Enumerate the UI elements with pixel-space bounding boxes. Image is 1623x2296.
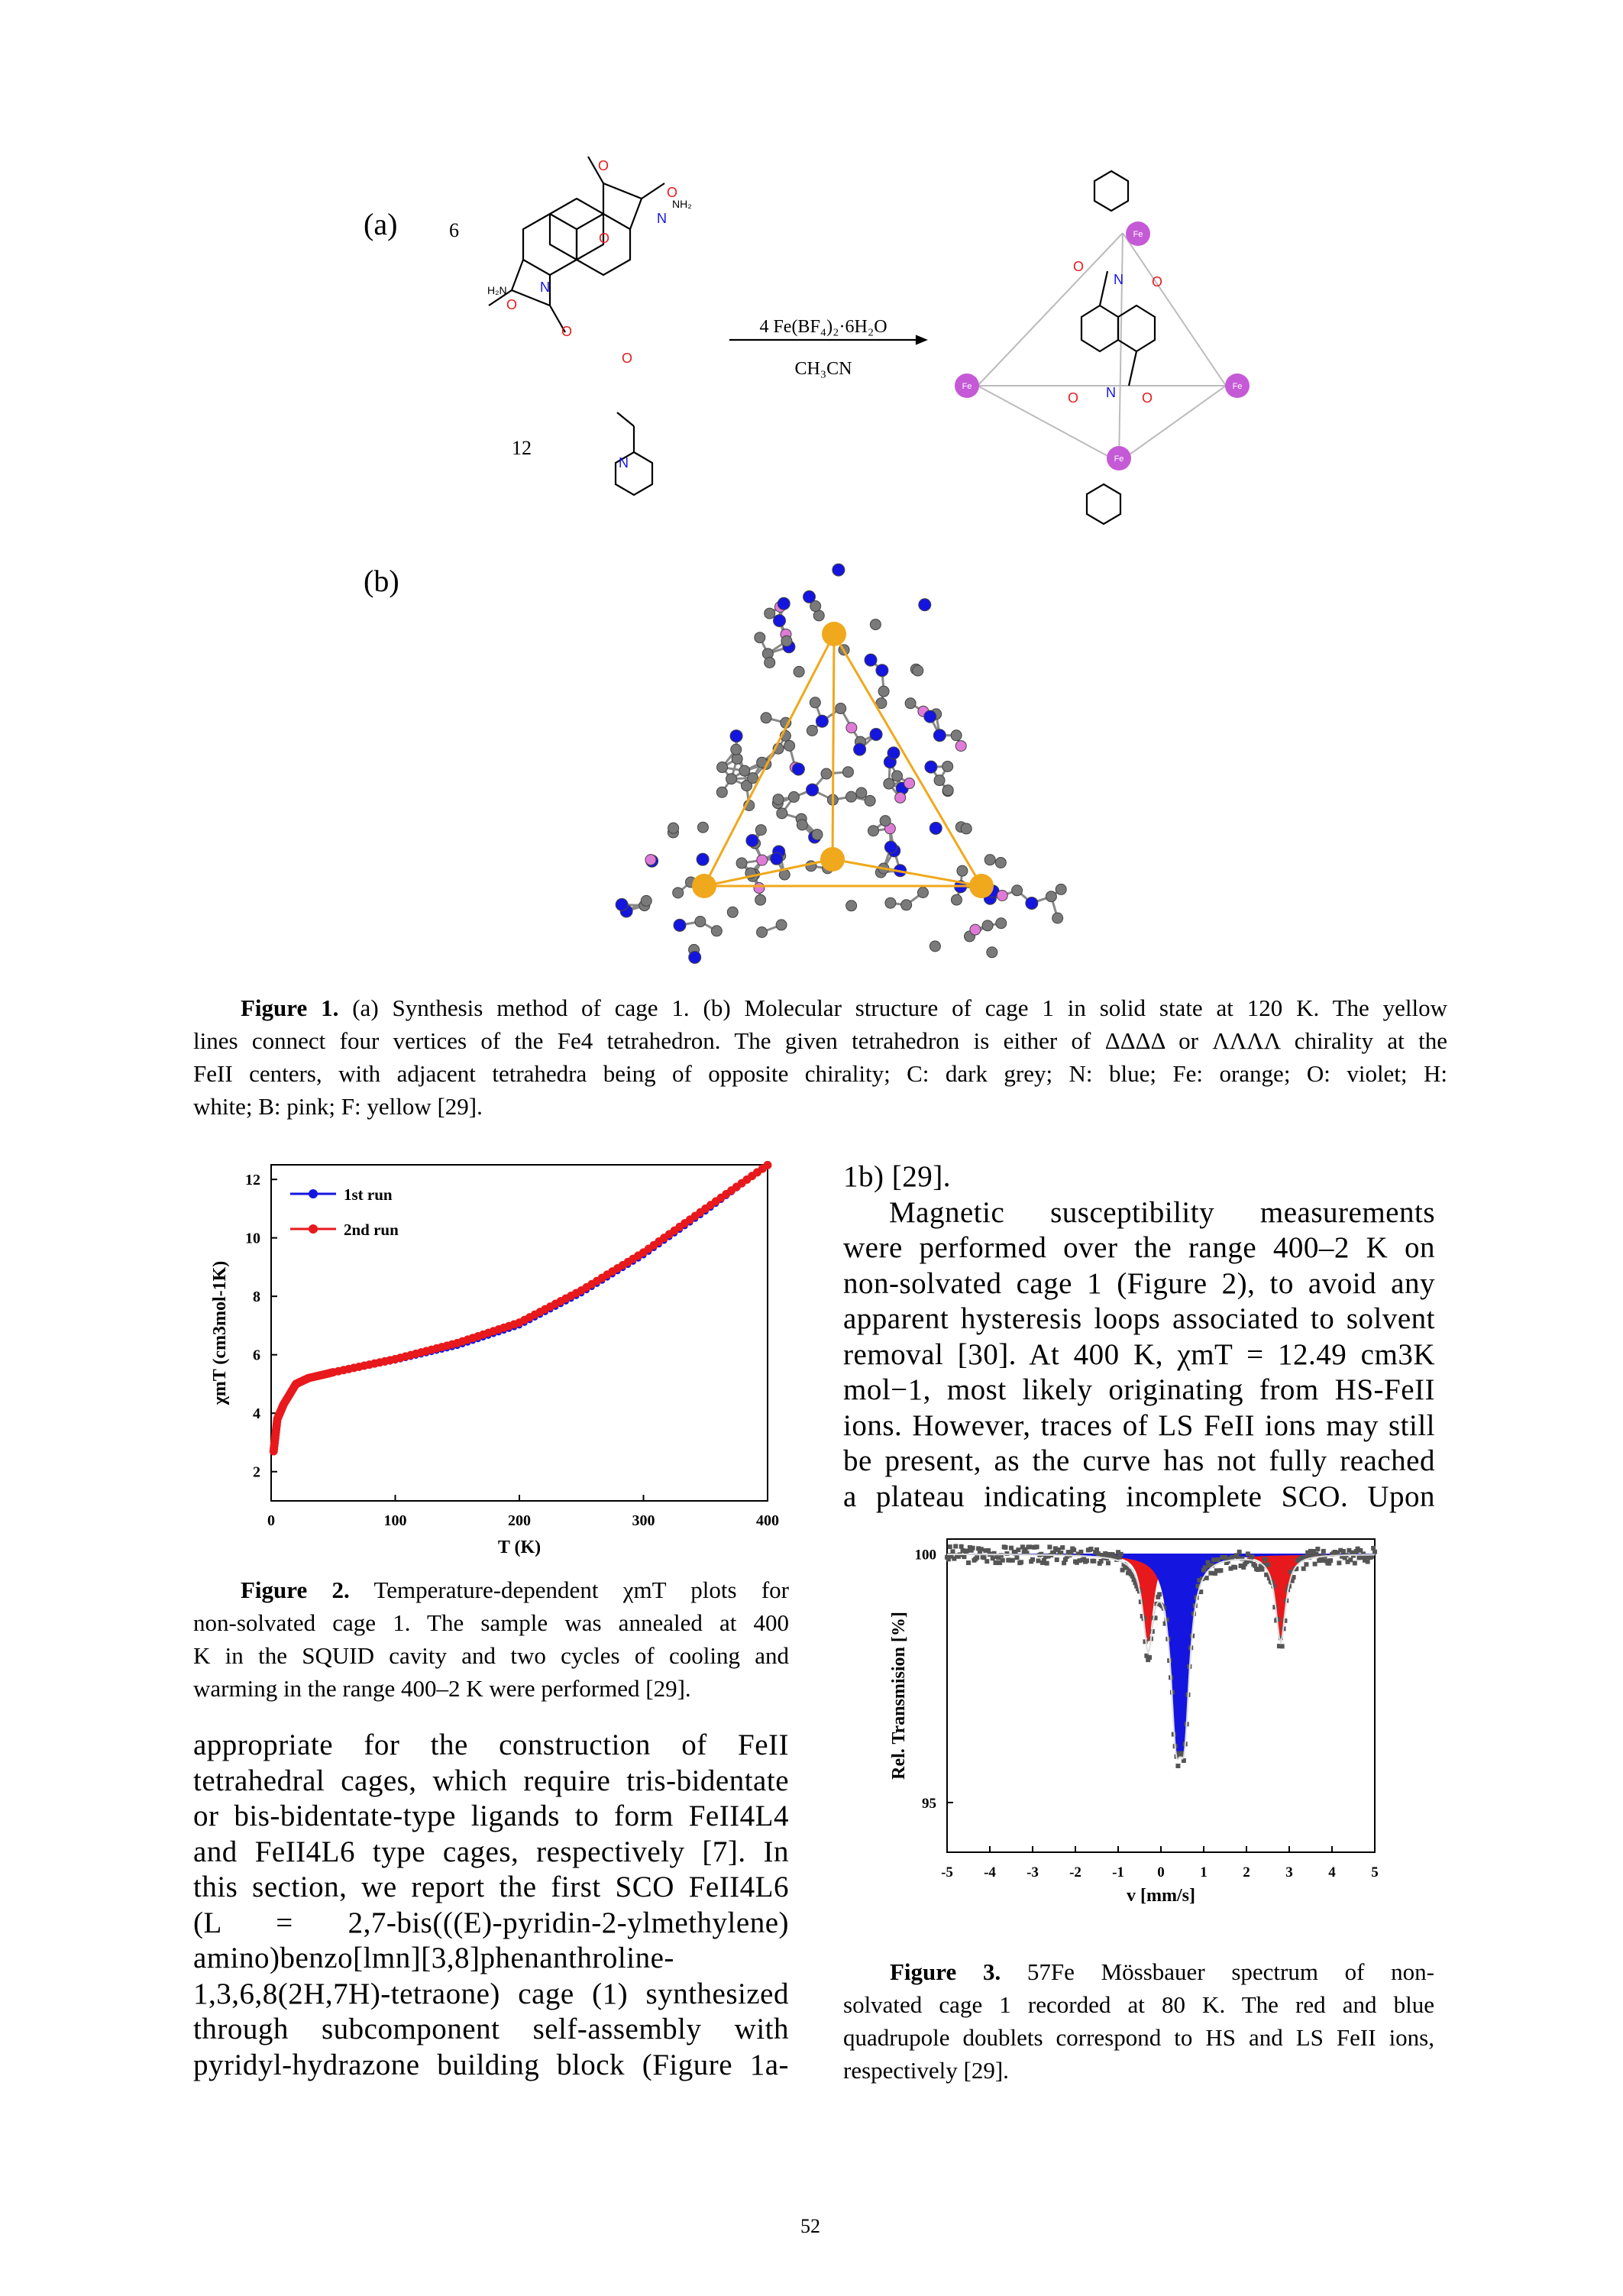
y-axis-label: Rel. Transmision [%] [889, 1612, 909, 1780]
data-point [1055, 1557, 1059, 1562]
fe-atom [820, 847, 845, 872]
figure2-caption-line1 [241, 1573, 789, 1606]
atom [746, 835, 758, 847]
atom [765, 657, 775, 668]
figure1-caption-line4: white; B: pink; F: yellow [29]. [193, 1093, 483, 1120]
fe-label: Fe [1133, 230, 1143, 239]
x-tick-label: 3 [1285, 1864, 1293, 1880]
data-point [1230, 1555, 1234, 1560]
data-point [979, 1547, 984, 1551]
data-point [1216, 1557, 1220, 1562]
molecular-structure-image [596, 550, 1100, 978]
data-point [1233, 1565, 1237, 1570]
atom [905, 698, 916, 709]
atom [717, 762, 728, 773]
figure2-caption-label: Figure 2. [241, 1576, 350, 1603]
atom [876, 665, 888, 677]
data-point [1175, 1764, 1180, 1768]
data-point [1320, 1558, 1324, 1563]
atom [933, 729, 946, 742]
left-column-text [193, 1728, 789, 2083]
x-tick-label: 4 [1328, 1864, 1336, 1880]
x-tick-label: 0 [267, 1512, 275, 1529]
atom [930, 941, 940, 952]
solvent-label: CH₃CN [794, 359, 852, 379]
series-line-2 [273, 1165, 768, 1451]
data-point [991, 1556, 995, 1560]
atom-h2n-label: H₂N [487, 284, 507, 296]
atom-n-label: N [1114, 272, 1123, 287]
atom [697, 853, 709, 865]
data-point [1047, 1544, 1052, 1549]
figure1-caption-line2: lines connect four vertices of the Fe4 tetrahedron. The given tetrahedron is either of ΔΔΔΔ or ΛΛΛΛ chirality at the [193, 1027, 1447, 1054]
atom [878, 686, 889, 697]
atom [868, 826, 878, 836]
atom [880, 816, 891, 826]
figure3-caption-line3: quadrupole doublets correspond to HS and LS FeII ions, [843, 2024, 1434, 2051]
reactant2-coefficient: 12 [512, 437, 532, 459]
atom-o-label: O [1073, 259, 1085, 274]
data-point [1094, 1547, 1099, 1552]
figure1-caption-line3: FeII centers, with adjacent tetrahedra being of opposite chirality; C: dark grey; N: blue; Fe: orange; O: violet; H: [193, 1060, 1447, 1087]
data-point [1353, 1561, 1357, 1566]
atom [961, 823, 972, 834]
data-point [948, 1544, 952, 1549]
x-tick-label: 100 [383, 1512, 407, 1529]
x-tick-label: -1 [1112, 1864, 1124, 1880]
reactant1-coefficient: 6 [449, 219, 459, 241]
data-point [959, 1544, 964, 1549]
data-point [1314, 1551, 1318, 1556]
data-point [1218, 1568, 1223, 1573]
atom [854, 743, 866, 755]
atom [792, 763, 804, 775]
fe-label: Fe [962, 382, 972, 391]
data-point [1321, 1549, 1326, 1554]
text-line: tetrahedral cages, which require tris-bidentate [193, 1764, 789, 1797]
atom [810, 697, 820, 708]
atom [942, 785, 953, 796]
atom [757, 855, 768, 865]
x-tick-label: -2 [1069, 1864, 1081, 1880]
atom [846, 901, 857, 911]
atom [673, 888, 684, 898]
data-point [1313, 1562, 1317, 1567]
atom [917, 888, 928, 898]
text-line: pyridyl-hydrazone building block (Figure 1a- [193, 2048, 789, 2081]
fe-atom [692, 874, 716, 898]
text-line: Magnetic susceptibility measurements [889, 1195, 1435, 1229]
atom [778, 597, 790, 610]
atom [736, 858, 747, 868]
data-point [1266, 1563, 1270, 1567]
atom [884, 778, 894, 789]
text-line: non-solvated cage 1 (Figure 2), to avoid any [843, 1266, 1435, 1300]
atom [996, 918, 1007, 929]
atom-o-label: O [1142, 390, 1153, 406]
atom [842, 767, 853, 778]
text-line: and FeII4L6 type cages, respectively [7]. In [193, 1835, 789, 1868]
atom [995, 857, 1006, 868]
data-point [1372, 1550, 1377, 1554]
text-line: removal [30]. At 400 K, χmT = 12.49 cm3K [843, 1337, 1435, 1371]
data-point [975, 1555, 979, 1560]
data-point [1341, 1549, 1346, 1554]
atom [727, 907, 738, 917]
x-tick-label: -3 [1026, 1864, 1039, 1880]
data-point [1016, 1547, 1020, 1552]
text-line: were performed over the range 400–2 K on [843, 1231, 1435, 1264]
figure1-caption-label: Figure 1. [241, 994, 339, 1021]
atom [697, 822, 708, 833]
data-point [1211, 1557, 1216, 1562]
doublet-ls [947, 1554, 1375, 1756]
text-line: 1b) [29]. [843, 1160, 951, 1193]
data-point [950, 1549, 955, 1554]
data-point [1009, 1546, 1014, 1551]
data-point [1035, 1544, 1039, 1549]
data-point [1078, 1550, 1083, 1554]
atom [777, 808, 787, 819]
atom [836, 703, 846, 714]
atom [951, 730, 962, 741]
data-point [764, 1161, 772, 1169]
atom [784, 740, 795, 751]
atom [773, 794, 784, 805]
synthesis-scheme [428, 153, 1283, 527]
data-point [966, 1560, 971, 1565]
series-line-1 [273, 1165, 768, 1451]
x-tick-label: 1 [1200, 1864, 1208, 1880]
y-tick-label: 12 [245, 1172, 260, 1189]
x-tick-label: -5 [941, 1864, 953, 1880]
atom-n-label: N [540, 280, 550, 295]
atom-o-label: O [561, 324, 573, 339]
atom [856, 787, 867, 798]
text-line: or bis-bidentate-type ligands to form FeII4L4 [193, 1800, 789, 1832]
atom [821, 768, 832, 779]
atom [674, 919, 686, 931]
atom [865, 795, 875, 806]
data-point [1366, 1560, 1370, 1564]
atom [865, 654, 877, 666]
atom [930, 822, 942, 834]
atom [803, 590, 816, 603]
data-point [1280, 1644, 1285, 1648]
atom [870, 619, 881, 630]
atom-o-label: O [1152, 274, 1163, 289]
atom [755, 894, 766, 905]
data-point [1027, 1544, 1032, 1549]
atom [731, 744, 742, 755]
atom [984, 855, 995, 865]
text-line: appropriate for the construction of FeII [193, 1728, 789, 1761]
atom [807, 725, 817, 736]
atom [913, 665, 923, 676]
atom [895, 792, 906, 803]
atom-n-label: N [619, 455, 629, 471]
atom [716, 787, 727, 797]
legend-label: 2nd run [344, 1221, 399, 1239]
data-point [1106, 1560, 1111, 1565]
y-tick-label: 6 [253, 1347, 260, 1364]
atom [765, 608, 775, 619]
atom [925, 761, 937, 773]
atom-o-label: O [1068, 390, 1079, 406]
atom [695, 917, 706, 927]
reagent-label: 4 Fe(BF₄)₂·6H₂O [759, 317, 887, 337]
data-point [1085, 1558, 1089, 1563]
figure3-chart [878, 1531, 1405, 1936]
text-line: a plateau indicating incomplete SCO. Upon [843, 1479, 1435, 1513]
atom [761, 713, 771, 723]
y-tick-label: 8 [253, 1289, 260, 1306]
x-axis-label: T (K) [497, 1538, 542, 1557]
data-point [1045, 1561, 1049, 1566]
caption-line: Temperature-dependent χmT plots for [373, 1576, 789, 1603]
atom [1056, 884, 1066, 894]
atom [755, 632, 765, 643]
legend-label: 1st run [344, 1185, 393, 1204]
x-tick-label: 0 [1157, 1864, 1165, 1880]
data-point [1119, 1552, 1123, 1557]
atom [892, 771, 903, 781]
atom [748, 773, 758, 784]
atom [668, 823, 679, 833]
data-point [1060, 1545, 1065, 1550]
text-line: amino)benzo[lmn][3,8]phenanthroline- [193, 1942, 674, 1974]
data-point [1304, 1562, 1308, 1567]
atom [807, 784, 819, 796]
data-point [1263, 1557, 1267, 1562]
fe-label: Fe [1232, 382, 1243, 391]
atom [1026, 897, 1038, 909]
data-point [1348, 1557, 1353, 1562]
data-point [1315, 1547, 1320, 1551]
atom [951, 894, 962, 905]
atom [1012, 885, 1023, 896]
x-tick-label: 5 [1371, 1864, 1379, 1880]
figure2-chart [202, 1157, 790, 1570]
atom [776, 920, 787, 930]
atom [813, 610, 824, 621]
y-tick-label: 2 [253, 1463, 260, 1481]
data-point [1103, 1551, 1107, 1556]
atom [904, 778, 915, 789]
atom [726, 774, 737, 784]
data-point [1019, 1560, 1023, 1564]
data-point [1091, 1559, 1096, 1564]
y-axis-label: χmT (cm3mol-1K) [210, 1260, 230, 1405]
atom [794, 666, 804, 677]
atom [919, 599, 931, 611]
atom [771, 852, 783, 865]
data-point [1014, 1555, 1019, 1560]
x-axis-label: v [mm/s] [1127, 1886, 1195, 1906]
atom [997, 890, 1007, 901]
atom [1052, 913, 1063, 923]
atom [887, 747, 900, 759]
atom-o-label: O [667, 185, 678, 200]
panel-a-label: (a) [364, 207, 398, 241]
data-point [1208, 1571, 1213, 1576]
text-line: ions. However, traces of LS FeII ions may still [843, 1408, 1435, 1442]
atom-o-label: O [598, 158, 609, 173]
data-point [962, 1554, 966, 1559]
data-point [1337, 1560, 1341, 1565]
atom [711, 926, 722, 936]
fe-label: Fe [1114, 454, 1124, 464]
page-number: 52 [800, 2215, 820, 2237]
y-tick-label: 4 [253, 1405, 260, 1423]
data-point [1157, 1592, 1162, 1596]
panel-b-label: (b) [364, 564, 399, 598]
text-line: this section, we report the first SCO FeII4L6 [193, 1871, 789, 1903]
data-point [1096, 1551, 1101, 1556]
figure3-caption-line4: respectively [29]. [843, 2057, 1009, 2084]
text-line: apparent hysteresis loops associated to solvent [843, 1302, 1435, 1335]
atom [645, 855, 656, 865]
data-point [993, 1560, 997, 1565]
atom [730, 730, 742, 742]
data-point [1036, 1558, 1040, 1563]
atom [757, 926, 768, 937]
right-column-text [843, 1159, 1435, 1515]
figure3-caption-label: Figure 3. [890, 1958, 1001, 1985]
text-line: (L = 2,7-bis(((E)-pyridin-2-ylmethylene) [193, 1906, 789, 1939]
x-tick-label: 300 [632, 1512, 655, 1529]
figure2-caption-line4: warming in the range 400–2 K were performed [29]. [193, 1675, 691, 1702]
atom-nh2-label: NH₂ [672, 198, 692, 210]
atom [901, 900, 912, 910]
text-line: mol−1, most likely originating from HS-FeII [843, 1373, 1435, 1406]
text-line: be present, as the curve has not fully reached [843, 1444, 1435, 1477]
x-tick-label: 200 [508, 1512, 531, 1529]
atom [885, 897, 896, 908]
atom-o-label: O [506, 297, 518, 312]
y-tick-label: 10 [245, 1230, 260, 1247]
data-point [1203, 1565, 1208, 1570]
atom [755, 825, 766, 836]
y-tick-label: 100 [914, 1547, 936, 1564]
atom [924, 710, 936, 723]
data-point [1089, 1547, 1094, 1551]
data-point [1001, 1558, 1005, 1563]
data-point [1301, 1567, 1306, 1571]
data-point [1328, 1558, 1333, 1563]
atom [845, 791, 856, 802]
data-point [1223, 1555, 1227, 1560]
data-point [1260, 1567, 1265, 1572]
atom [870, 729, 882, 741]
atom [987, 947, 997, 958]
x-tick-label: 2 [1243, 1864, 1250, 1880]
data-point [1147, 1655, 1152, 1660]
figure1-caption [241, 991, 1447, 1024]
atom [797, 820, 807, 830]
data-point [1010, 1558, 1015, 1563]
figure3-caption-line1 [890, 1955, 1434, 1988]
fe-atom [969, 874, 994, 898]
atom [934, 775, 945, 786]
atom-n-label: N [1106, 385, 1116, 400]
data-point [1237, 1550, 1242, 1554]
atom [955, 741, 966, 752]
text-line: 1,3,6,8(2H,7H)-tetraone) cage (1) synthesized [193, 1977, 789, 2010]
atom [846, 723, 857, 733]
atom [788, 791, 799, 802]
figure2-caption-line3: K in the SQUID cavity and two cycles of cooling and [193, 1642, 789, 1669]
x-tick-label: -4 [984, 1864, 996, 1880]
atom-o-label: O [599, 231, 610, 246]
atom-o-label: O [622, 351, 633, 366]
atom-n-label: N [657, 211, 667, 226]
data-point [1120, 1568, 1125, 1573]
atom [689, 951, 701, 963]
atom [982, 920, 993, 931]
data-point [1030, 1557, 1035, 1562]
legend-marker [309, 1189, 318, 1198]
figure2-caption-line2: non-solvated cage 1. The sample was annealed at 400 [193, 1609, 789, 1636]
fe-atom [822, 622, 846, 646]
caption-line: 57Fe Mössbauer spectrum of non- [1026, 1958, 1435, 1985]
data-point [953, 1544, 958, 1548]
data-point [1250, 1554, 1254, 1559]
caption-line: (a) Synthesis method of cage 1. (b) Molecular structure of cage 1 in solid state at 120 K. The yellow [352, 994, 1448, 1021]
data-point [971, 1546, 975, 1551]
atom [970, 924, 981, 935]
y-tick-label: 95 [922, 1795, 936, 1812]
x-tick-label: 400 [756, 1512, 779, 1529]
atom [616, 898, 628, 910]
atom [833, 564, 845, 576]
data-point [1004, 1545, 1008, 1550]
atom [754, 883, 765, 894]
atom [957, 865, 968, 876]
text-line: through subcomponent self-assembly with [193, 2013, 789, 2045]
figure3-caption-line2: solvated cage 1 recorded at 80 K. The red and blue [843, 1991, 1434, 2018]
atom [942, 761, 953, 771]
atom [884, 841, 897, 853]
atom [812, 829, 823, 840]
legend-marker [309, 1224, 318, 1234]
atom [781, 635, 792, 646]
atom [774, 615, 786, 627]
atom [816, 715, 828, 727]
data-point [984, 1559, 989, 1564]
atom [641, 895, 651, 906]
data-point [1246, 1551, 1250, 1556]
data-point [1072, 1547, 1076, 1552]
atom [1046, 891, 1056, 902]
